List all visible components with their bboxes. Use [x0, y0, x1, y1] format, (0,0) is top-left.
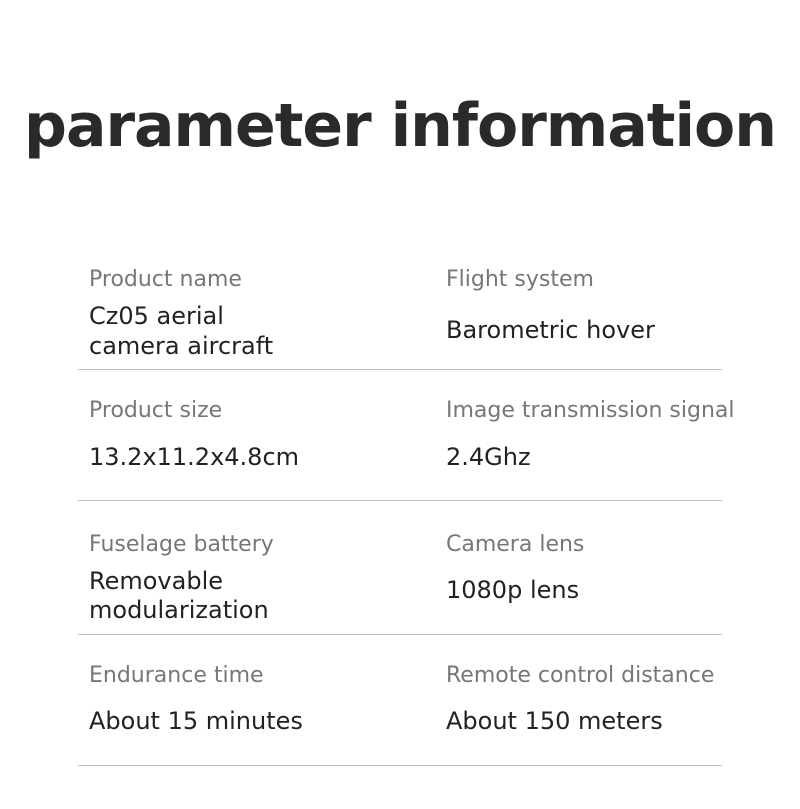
row-divider — [78, 765, 722, 766]
parameter-value: Barometric hover — [446, 316, 655, 344]
parameter-value: About 150 meters — [446, 707, 663, 735]
parameter-label: Flight system — [446, 267, 594, 292]
parameter-label: Product size — [89, 398, 223, 423]
parameter-label: Image transmission signal — [446, 398, 735, 423]
parameter-value: modularization — [89, 596, 269, 624]
parameter-value: Cz05 aerial — [89, 302, 224, 330]
parameter-value: camera aircraft — [89, 332, 274, 360]
parameter-value: 2.4Ghz — [446, 443, 531, 471]
parameter-value: 1080p lens — [446, 576, 580, 604]
row-divider — [78, 500, 722, 501]
parameter-label: Fuselage battery — [89, 532, 274, 557]
parameter-label: Remote control distance — [446, 663, 715, 688]
parameter-label: Camera lens — [446, 532, 585, 557]
parameter-label: Endurance time — [89, 663, 264, 688]
page-title: parameter information — [24, 91, 776, 161]
parameter-value: 13.2x11.2x4.8cm — [89, 443, 300, 471]
parameter-value: Removable — [89, 567, 224, 595]
parameter-label: Product name — [89, 267, 242, 292]
row-divider — [78, 369, 722, 370]
row-divider — [78, 634, 722, 635]
parameter-value: About 15 minutes — [89, 707, 303, 735]
